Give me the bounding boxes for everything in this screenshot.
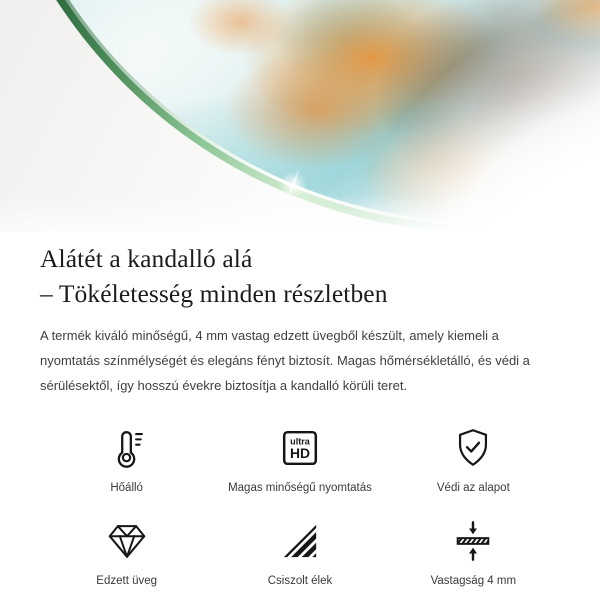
feature-polished-edges [268, 518, 333, 587]
product-photo [0, 0, 600, 232]
diamond-icon [104, 518, 150, 564]
feature-tempered-glass [96, 518, 157, 587]
page-title-line1: Alátét a kandalló alá [40, 244, 253, 273]
feature-ultra-hd-print [228, 425, 372, 494]
feature-label: Csiszolt élek [267, 575, 333, 588]
ultra-hd-icon [277, 425, 323, 471]
feature-label: Vastagság 4 mm [430, 575, 517, 588]
page-title-line2: – Tökéletesség minden részletben [40, 278, 388, 308]
product-description: A termék kiváló minőségű, 4 mm vastag edzett üvegből készült, amely kiemeli a nyomtatás színmélységét és elegáns fényt biztosít. Magas hőmérsékletálló, és védi a sérülésektől, így hosszú évekre biztosítja a kandalló körüli teret. [40, 328, 530, 394]
feature-label: Hőálló [110, 482, 143, 495]
thickness-icon [450, 518, 496, 564]
shield-check-icon [450, 425, 496, 471]
product-info-section [0, 242, 600, 587]
feature-label: Edzett üveg [96, 575, 158, 588]
page-title [40, 242, 560, 311]
feature-thickness [431, 518, 516, 587]
thermometer-icon [104, 425, 150, 471]
feature-label: Magas minőségű nyomtatás [228, 482, 372, 495]
svg-text:HD: HD [289, 445, 311, 462]
polished-edge-icon [277, 518, 323, 564]
features-grid [40, 425, 560, 587]
feature-heat-resistant [104, 425, 150, 494]
photo-fade-overlay [0, 0, 600, 232]
svg-text:ultra: ultra [290, 436, 310, 447]
feature-protects-base [437, 425, 510, 494]
feature-label: Védi az alapot [436, 482, 510, 495]
